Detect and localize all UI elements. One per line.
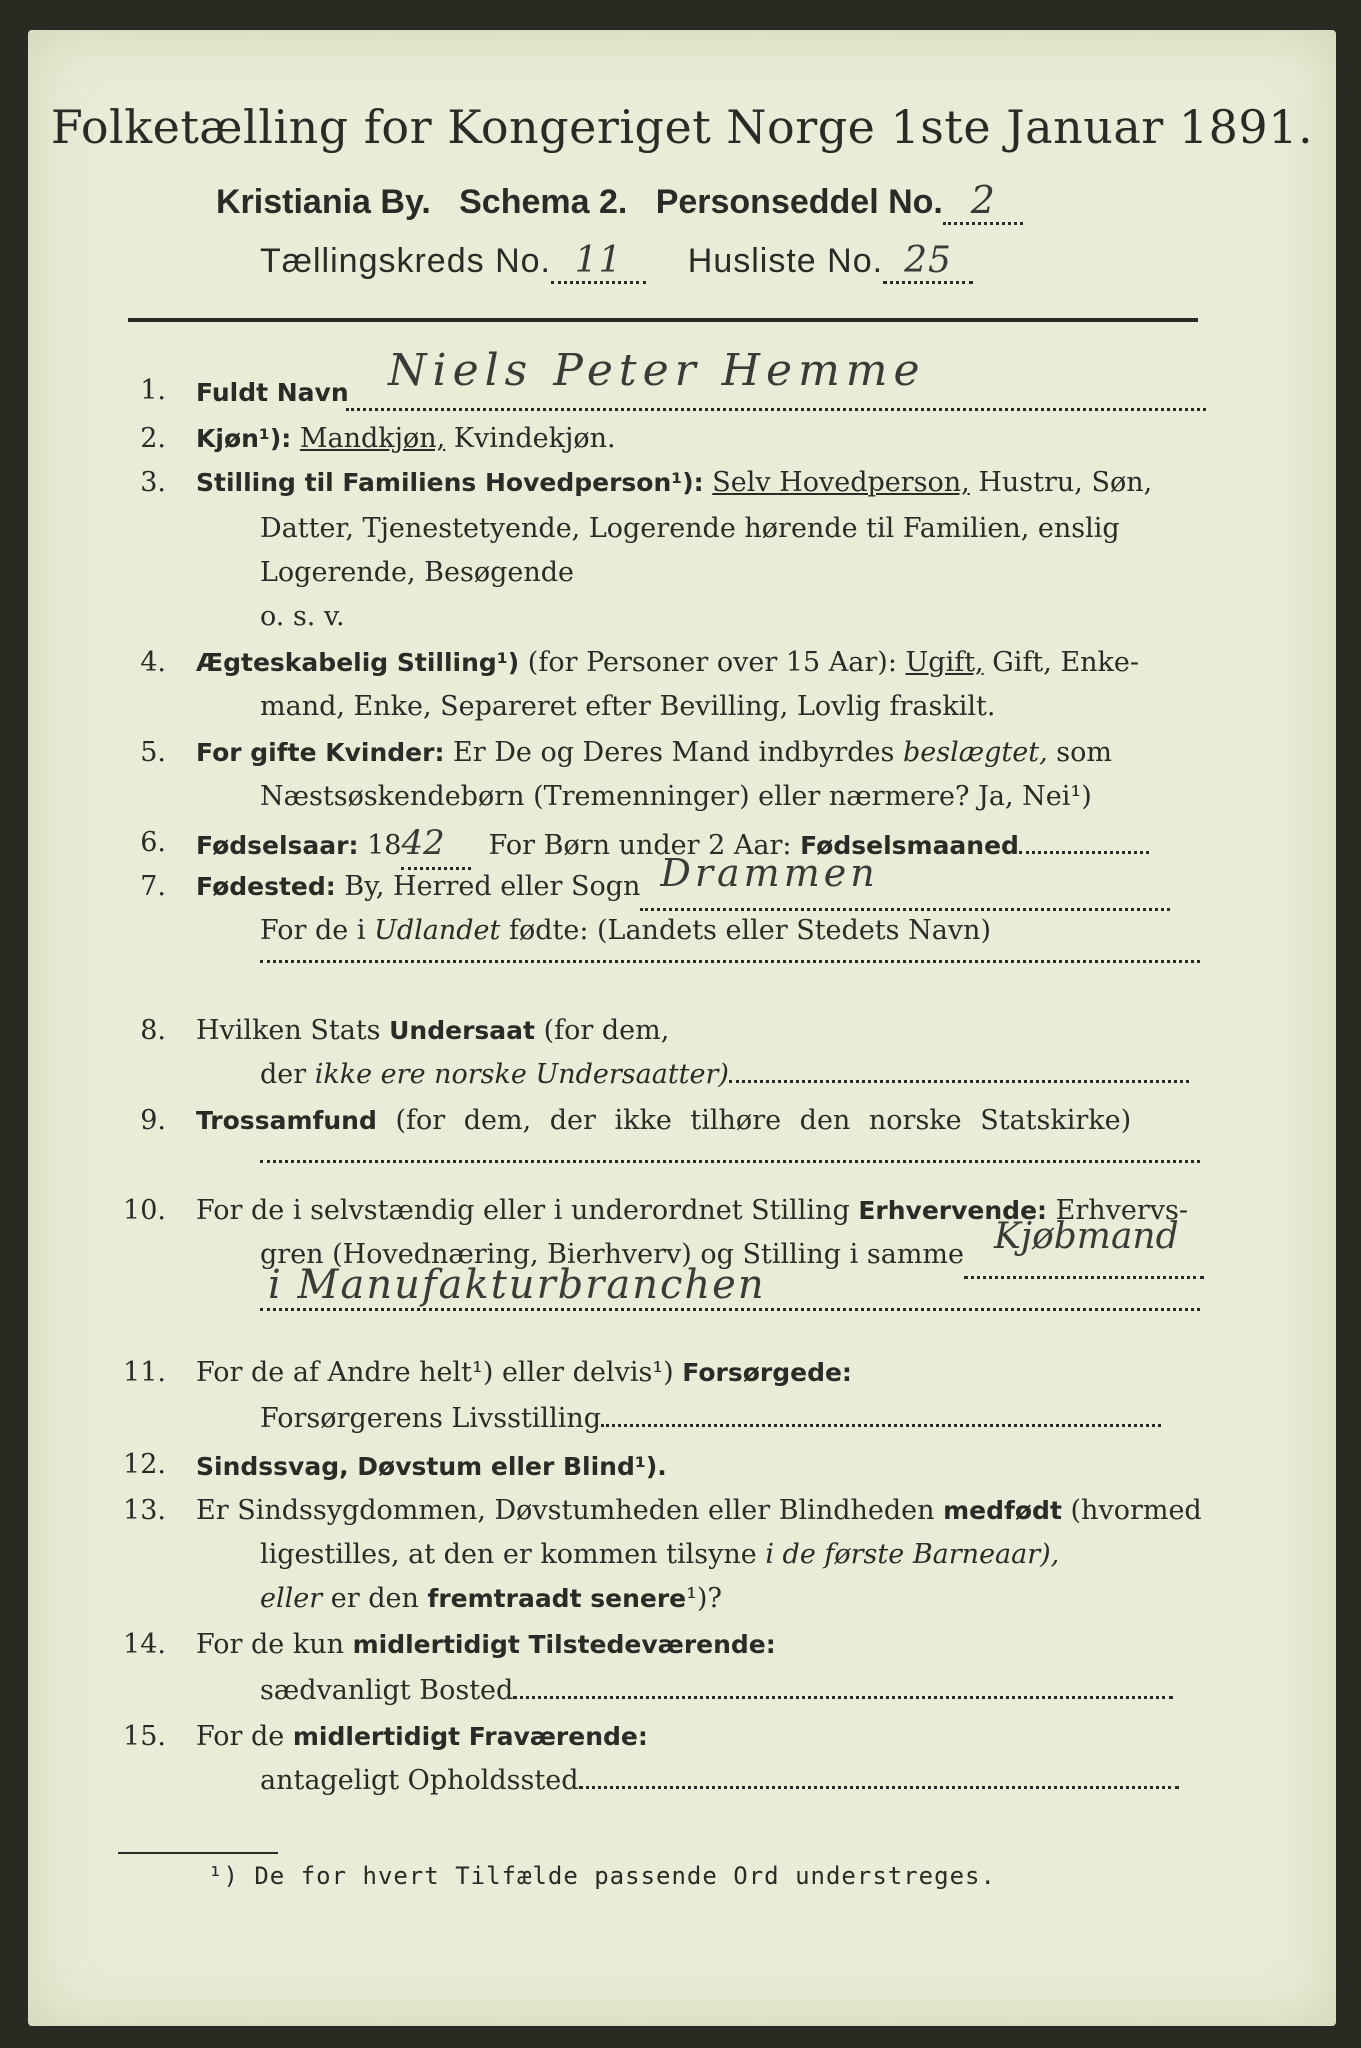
- item-number: 2.: [140, 423, 166, 454]
- footnote-rule: [118, 1852, 278, 1854]
- birth-year-prefix: 18: [367, 830, 402, 861]
- item-number: 1.: [140, 375, 166, 406]
- religion-label: Trossamfund: [196, 1106, 377, 1135]
- item-number: 10.: [123, 1195, 166, 1226]
- marital-status-label: Ægteskabelig Stilling¹): [196, 648, 520, 677]
- item-number: 15.: [123, 1721, 166, 1752]
- city: Kristiania By.: [216, 183, 431, 221]
- item-number: 9.: [140, 1105, 166, 1136]
- census-form: [28, 30, 1336, 2026]
- form-title: Folketælling for Kongeriget Norge 1ste Januar 1891.: [50, 100, 1314, 154]
- item-number: 12.: [123, 1449, 166, 1480]
- text: gren (Hovednæring, Bierhverv) og Stilling i samme: [260, 1239, 965, 1270]
- disability-label: Sindssvag, Døvstum eller Blind¹).: [196, 1452, 667, 1481]
- married-women-label: For gifte Kvinder:: [196, 738, 445, 767]
- foreign-birthplace-line: [260, 960, 1200, 963]
- congenital-label: medfødt: [943, 1496, 1062, 1525]
- text: er den: [330, 1583, 419, 1614]
- item-3-line-2: Datter, Tjenestetyende, Logerende hørende til Familien, enslig: [260, 513, 1120, 544]
- header-line-1: [216, 178, 1023, 225]
- birth-month-note: For Børn under 2 Aar:: [488, 830, 792, 861]
- birthplace-note: By, Herred eller Sogn: [344, 871, 641, 902]
- text: der: [260, 1059, 307, 1090]
- item-13-line-2: [260, 1534, 1059, 1576]
- full-name-label: Fuldt Navn: [196, 378, 349, 407]
- sex-label: Kjøn¹):: [196, 424, 292, 453]
- text: (for dem, der ikke tilhøre den norske Statskirke): [395, 1105, 1132, 1136]
- item-7-line-2: [260, 910, 991, 952]
- marital-status-options: Gift, Enke-: [992, 647, 1140, 678]
- text-italic: ikke ere norske Undersaatter): [314, 1059, 729, 1090]
- text: Forsørgerens Livsstilling: [260, 1403, 602, 1434]
- item-8-line-2: [260, 1054, 1189, 1096]
- married-women-question: Er De og Deres Mand indbyrdes: [453, 737, 895, 768]
- item-4-line-2: mand, Enke, Separeret efter Bevilling, Lovlig fraskilt.: [260, 691, 996, 722]
- birth-month-label: Fødselsmaaned: [800, 831, 1019, 860]
- text: For de kun: [196, 1629, 344, 1660]
- text-italic: Udlandet: [374, 915, 501, 946]
- item-number: 7.: [140, 871, 166, 902]
- text: For de i selvstændig eller i underordnet Stilling: [196, 1195, 850, 1226]
- text: For de af Andre helt¹) eller delvis¹): [196, 1357, 674, 1388]
- schema: Schema 2.: [459, 183, 628, 221]
- occupation-branch-value: i Manufakturbranchen: [268, 1262, 766, 1308]
- occupation-value: Kjøbmand: [994, 1216, 1179, 1257]
- text: antageligt Opholdssted: [260, 1765, 579, 1796]
- personseddel-value: 2: [970, 178, 995, 222]
- occupation-label: Erhvervende:: [858, 1196, 1048, 1225]
- item-number: 3.: [140, 467, 166, 498]
- full-name-value: Niels Peter Hemme: [388, 345, 926, 396]
- kreds-value: 11: [574, 240, 623, 281]
- birth-year-value: 42: [401, 823, 445, 863]
- item-3-line-4: o. s. v.: [260, 601, 345, 632]
- text: For de i: [260, 915, 366, 946]
- text: Erhvervs-: [1055, 1195, 1189, 1226]
- header-line-2: [260, 240, 973, 284]
- item-number: 4.: [140, 647, 166, 678]
- item-number: 6.: [140, 827, 166, 858]
- marital-status-note: (for Personer over 15 Aar):: [527, 647, 897, 678]
- religion-line: [260, 1160, 1200, 1163]
- item-5-line-2: Næstsøskendebørn (Tremenninger) eller nærmere? Ja, Nei¹): [260, 781, 1092, 812]
- header-rule: [128, 318, 1198, 322]
- household-position-label: Stilling til Familiens Hovedperson¹):: [196, 468, 704, 497]
- household-position-selected: Selv Hovedperson,: [712, 467, 970, 498]
- item-3-line-3: Logerende, Besøgende: [260, 557, 574, 588]
- supported-label: Forsørgede:: [682, 1358, 852, 1387]
- personseddel-label: Personseddel No.: [655, 183, 943, 221]
- text: For de: [196, 1721, 285, 1752]
- birthplace-label: Fødested:: [196, 872, 336, 901]
- item-14-line-2: [260, 1670, 1173, 1712]
- married-women-related: beslægtet,: [902, 737, 1048, 768]
- later-onset-label: fremtraadt senere: [427, 1584, 687, 1613]
- text: fødte: (Landets eller Stedets Navn): [508, 915, 991, 946]
- item-15-line-2: [260, 1760, 1179, 1802]
- husliste-value: 25: [904, 240, 952, 281]
- married-women-text-end: som: [1056, 737, 1112, 768]
- text-italic: i de første Barneaar),: [765, 1539, 1060, 1570]
- text: ligestilles, at den er kommen tilsyne: [260, 1539, 757, 1570]
- text: ¹)?: [686, 1583, 722, 1614]
- item-11-line-2: [260, 1398, 1161, 1440]
- text: sædvanligt Bosted: [260, 1675, 514, 1706]
- item-number: 11.: [123, 1357, 166, 1388]
- sex-option-female: Kvindekjøn.: [453, 423, 616, 454]
- text: (hvormed: [1070, 1495, 1202, 1526]
- footnote: ¹) De for hvert Tilfælde passende Ord understreges.: [208, 1862, 996, 1890]
- sex-option-male: Mandkjøn,: [299, 423, 446, 454]
- text: (for dem,: [543, 1015, 670, 1046]
- text: Hvilken Stats: [196, 1015, 381, 1046]
- birthplace-value: Drammen: [660, 851, 879, 895]
- item-number: 14.: [123, 1629, 166, 1660]
- item-number: 5.: [140, 737, 166, 768]
- occupation-line-2: [260, 1308, 1200, 1311]
- marital-status-selected: Ugift,: [905, 647, 984, 678]
- temporary-present-label: midlertidigt Tilstedeværende:: [352, 1630, 776, 1659]
- text-italic: eller: [260, 1583, 323, 1614]
- household-position-options: Hustru, Søn,: [978, 467, 1153, 498]
- husliste-label: Husliste No.: [687, 242, 884, 280]
- item-number: 13.: [123, 1495, 166, 1526]
- citizenship-label: Undersaat: [389, 1016, 535, 1045]
- birth-year-label: Fødselsaar:: [196, 831, 359, 860]
- item-number: 8.: [140, 1015, 166, 1046]
- item-13-line-3: [260, 1578, 722, 1620]
- temporary-absent-label: midlertidigt Fraværende:: [292, 1722, 648, 1751]
- kreds-label: Tællingskreds No.: [260, 242, 551, 280]
- text: Er Sindssygdommen, Døvstumheden eller Blindheden: [196, 1495, 935, 1526]
